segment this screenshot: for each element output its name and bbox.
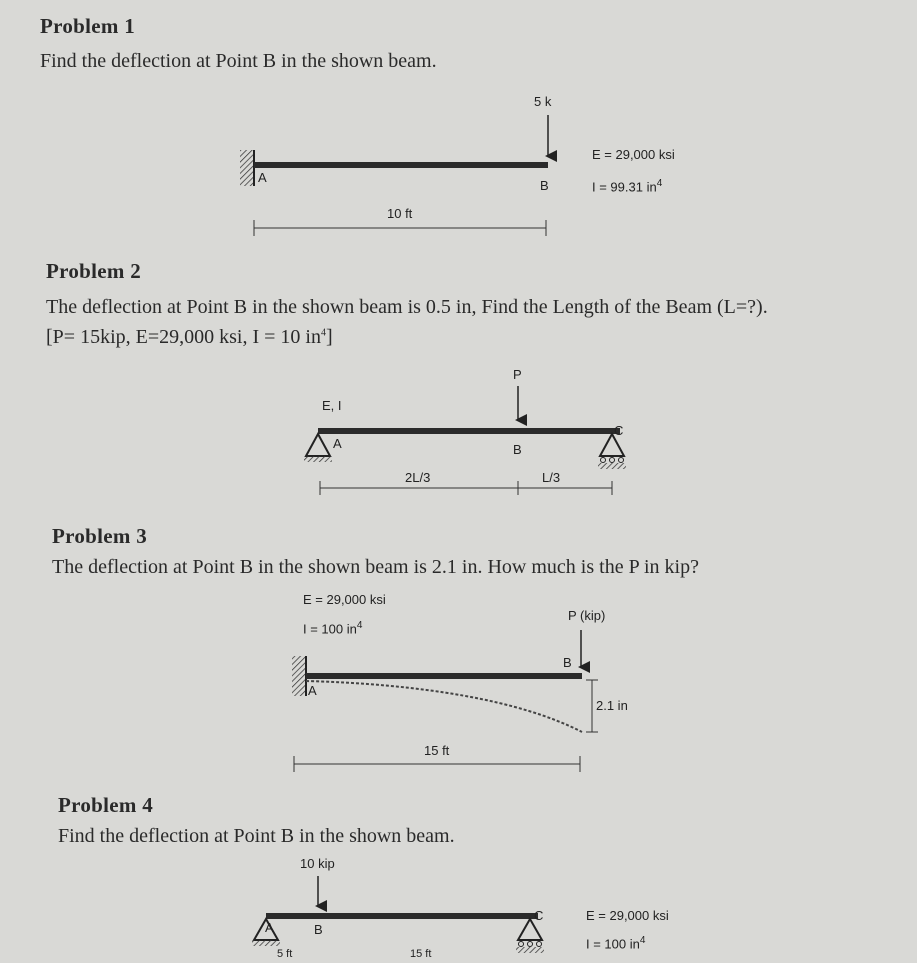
p1-i-label: I = 99.31 $in^4$ — [592, 178, 663, 195]
p1-length-label: 10 ft — [387, 206, 413, 221]
beam-2 — [318, 428, 620, 434]
p1-load-label: 5 k — [534, 94, 552, 109]
beam-4 — [266, 913, 538, 919]
p2-seg1-label: 2L/3 — [405, 470, 431, 485]
pin-support-a — [306, 434, 330, 456]
problem-1-text: Find the deflection at Point B in the shown beam. — [40, 50, 437, 72]
p4-label-a: A — [265, 920, 274, 935]
p1-e-label: E = 29,000 ksi — [592, 147, 675, 162]
problem-2-given: [P= 15kip, E=29,000 ksi, I = 10 $in^4$] — [46, 326, 333, 348]
p4-i-label: I = 100 $in^4$ — [586, 935, 646, 952]
problem-3-title: Problem 3 — [52, 524, 148, 548]
deflected-shape — [306, 681, 582, 732]
problem-2-diagram — [304, 386, 626, 495]
p1-label-a: A — [258, 170, 267, 185]
problem-2-title: Problem 2 — [46, 259, 142, 283]
p2-label-a: A — [333, 436, 342, 451]
p4-seg2-label: 15 ft — [410, 948, 432, 960]
problem-4-title: Problem 4 — [58, 793, 154, 817]
p3-i-label: I = 100 $in^4$ — [303, 620, 363, 637]
problem-4-diagram — [252, 876, 544, 953]
p3-length-label: 15 ft — [424, 743, 450, 758]
p2-label-b: B — [513, 442, 522, 457]
p2-seg2-label: L/3 — [542, 470, 561, 485]
p4-load-label: 10 kip — [300, 856, 335, 871]
problem-1-title: Problem 1 — [40, 14, 136, 38]
p4-label-b: B — [314, 922, 323, 937]
p3-load-label: P (kip) — [568, 608, 606, 623]
p2-load-label: P — [513, 367, 522, 382]
p4-label-c: C — [534, 908, 544, 923]
p4-e-label: E = 29,000 ksi — [586, 908, 669, 923]
p4-seg1-label: 5 ft — [277, 948, 293, 960]
p3-e-label: E = 29,000 ksi — [303, 592, 386, 607]
p3-deflection-label: 2.1 in — [596, 698, 628, 713]
fixed-support-a — [240, 150, 254, 186]
beam-1 — [254, 162, 548, 168]
p3-label-a: A — [308, 683, 317, 698]
problem-3-text: The deflection at Point B in the shown beam is 2.1 in. How much is the P in kip? — [52, 556, 699, 578]
problem-2-text: The deflection at Point B in the shown beam is 0.5 in, Find the Length of the Beam (L=?). — [46, 296, 768, 318]
beam-3 — [306, 673, 582, 679]
problem-4-text: Find the deflection at Point B in the shown beam. — [58, 825, 455, 847]
p3-label-b: B — [563, 655, 572, 670]
fixed-support-a-3 — [292, 656, 306, 696]
p2-label-c: C — [614, 423, 624, 438]
p1-label-b: B — [540, 178, 549, 193]
p2-ei-label: E, I — [322, 398, 342, 413]
